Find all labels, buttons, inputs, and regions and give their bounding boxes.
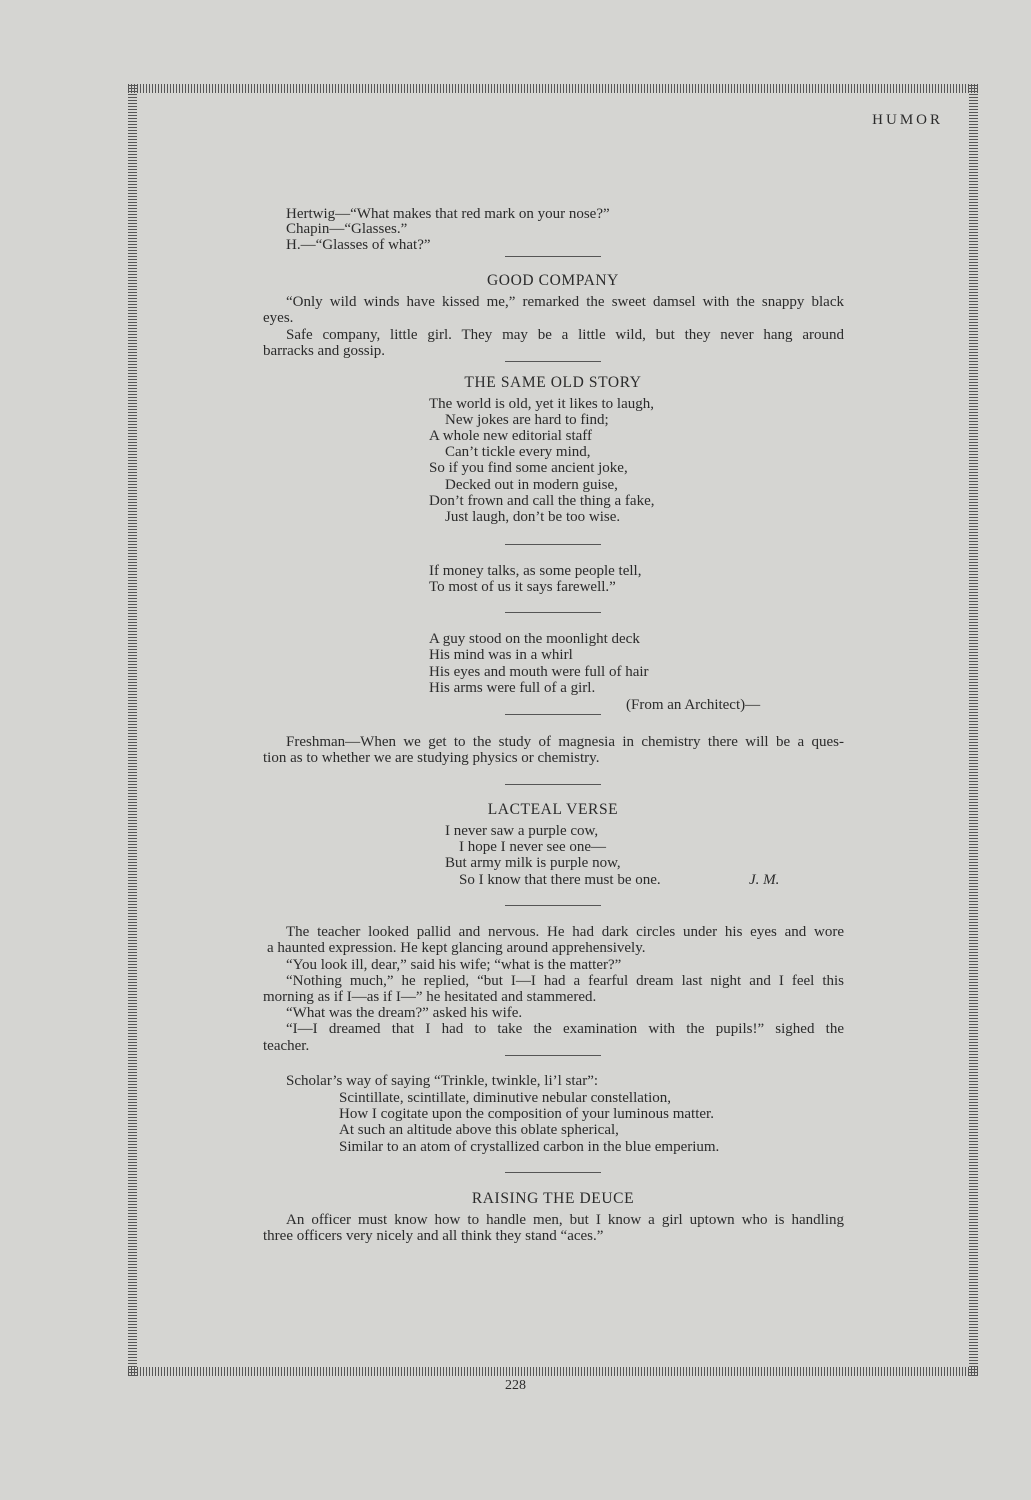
- teacher-line: teacher.: [263, 1038, 310, 1054]
- page-number: 228: [505, 1378, 526, 1393]
- teacher-line: morning as if I—as if I—” he hesitated and stammered.: [263, 989, 597, 1005]
- divider-rule: [505, 1055, 601, 1056]
- poem-line: So if you find some ancient joke,: [429, 460, 628, 476]
- section-header: HUMOR: [872, 112, 943, 128]
- scholar-intro: Scholar’s way of saying “Trinkle, twinkle, li’l star”:: [286, 1073, 599, 1089]
- raising-deuce-line2: three officers very nicely and all think they stand “aces.”: [263, 1228, 604, 1244]
- divider-rule: [505, 256, 601, 257]
- divider-rule: [505, 612, 601, 613]
- deck-line: His arms were full of a girl.: [429, 680, 596, 696]
- good-company-p2-line2: barracks and gossip.: [263, 343, 386, 359]
- deck-attribution: (From an Architect)—: [626, 697, 761, 713]
- lacteal-line: But army milk is purple now,: [445, 855, 621, 871]
- good-company-p1-line2: eyes.: [263, 310, 294, 326]
- divider-rule: [505, 544, 601, 545]
- deck-line: His mind was in a whirl: [429, 647, 573, 663]
- teacher-line: “Nothing much,” he replied, “but I—I had a fearful dream last night and I feel this: [286, 973, 844, 989]
- joke-chapin-line: Chapin—“Glasses.”: [286, 221, 408, 237]
- deck-line: His eyes and mouth were full of hair: [429, 664, 649, 680]
- joke-hertwig-line: Hertwig—“What makes that red mark on your nose?”: [286, 206, 610, 222]
- freshman-line2: tion as to whether we are studying physics or chemistry.: [263, 750, 600, 766]
- raising-deuce-title: RAISING THE DEUCE: [471, 1190, 635, 1207]
- teacher-line: a haunted expression. He kept glancing around apprehensively.: [267, 940, 646, 956]
- poem-line: New jokes are hard to find;: [445, 412, 609, 428]
- divider-rule: [505, 1172, 601, 1173]
- scholar-line: Scintillate, scintillate, diminutive nebular constellation,: [339, 1090, 672, 1106]
- raising-deuce-line1: An officer must know how to handle men, but I know a girl uptown who is handling: [286, 1212, 844, 1228]
- poem-line: Just laugh, don’t be too wise.: [445, 509, 621, 525]
- poem-line: Decked out in modern guise,: [445, 477, 618, 493]
- deck-line: A guy stood on the moonlight deck: [429, 631, 640, 647]
- money-line: To most of us it says farewell.”: [429, 579, 616, 595]
- good-company-p1-line1: “Only wild winds have kissed me,” remarked the sweet damsel with the snappy black: [286, 294, 844, 310]
- border-bottom: [128, 1367, 978, 1376]
- teacher-line: The teacher looked pallid and nervous. He had dark circles under his eyes and wore: [286, 924, 844, 940]
- same-old-story-title: THE SAME OLD STORY: [464, 374, 642, 391]
- lacteal-verse-title: LACTEAL VERSE: [487, 801, 619, 818]
- divider-rule: [505, 905, 601, 906]
- divider-rule: [505, 784, 601, 785]
- border-right: [969, 84, 978, 1376]
- poem-line: Don’t frown and call the thing a fake,: [429, 493, 655, 509]
- lacteal-line: So I know that there must be one.: [459, 872, 661, 888]
- joke-h-line: H.—“Glasses of what?”: [286, 237, 431, 253]
- freshman-line1: Freshman—When we get to the study of magnesia in chemistry there will be a ques-: [286, 734, 844, 750]
- scholar-line: Similar to an atom of crystallized carbon in the blue emperium.: [339, 1139, 720, 1155]
- money-line: If money talks, as some people tell,: [429, 563, 642, 579]
- divider-rule: [505, 361, 601, 362]
- teacher-line: “I—I dreamed that I had to take the examination with the pupils!” sighed the: [286, 1021, 844, 1037]
- scholar-line: At such an altitude above this oblate spherical,: [339, 1122, 619, 1138]
- poem-line: A whole new editorial staff: [429, 428, 593, 444]
- lacteal-line: I never saw a purple cow,: [445, 823, 599, 839]
- poem-line: Can’t tickle every mind,: [445, 444, 591, 460]
- border-left: [128, 84, 137, 1376]
- good-company-p2-line1: Safe company, little girl. They may be a little wild, but they never hang around: [286, 327, 844, 343]
- good-company-title: GOOD COMPANY: [487, 272, 619, 289]
- scholar-line: How I cogitate upon the composition of your luminous matter.: [339, 1106, 714, 1122]
- lacteal-line: I hope I never see one—: [459, 839, 607, 855]
- teacher-line: “You look ill, dear,” said his wife; “what is the matter?”: [286, 957, 622, 973]
- lacteal-signature: J. M.: [749, 872, 780, 888]
- border-top: [128, 84, 978, 93]
- teacher-line: “What was the dream?” asked his wife.: [286, 1005, 523, 1021]
- poem-line: The world is old, yet it likes to laugh,: [429, 396, 654, 412]
- divider-rule: [505, 714, 601, 715]
